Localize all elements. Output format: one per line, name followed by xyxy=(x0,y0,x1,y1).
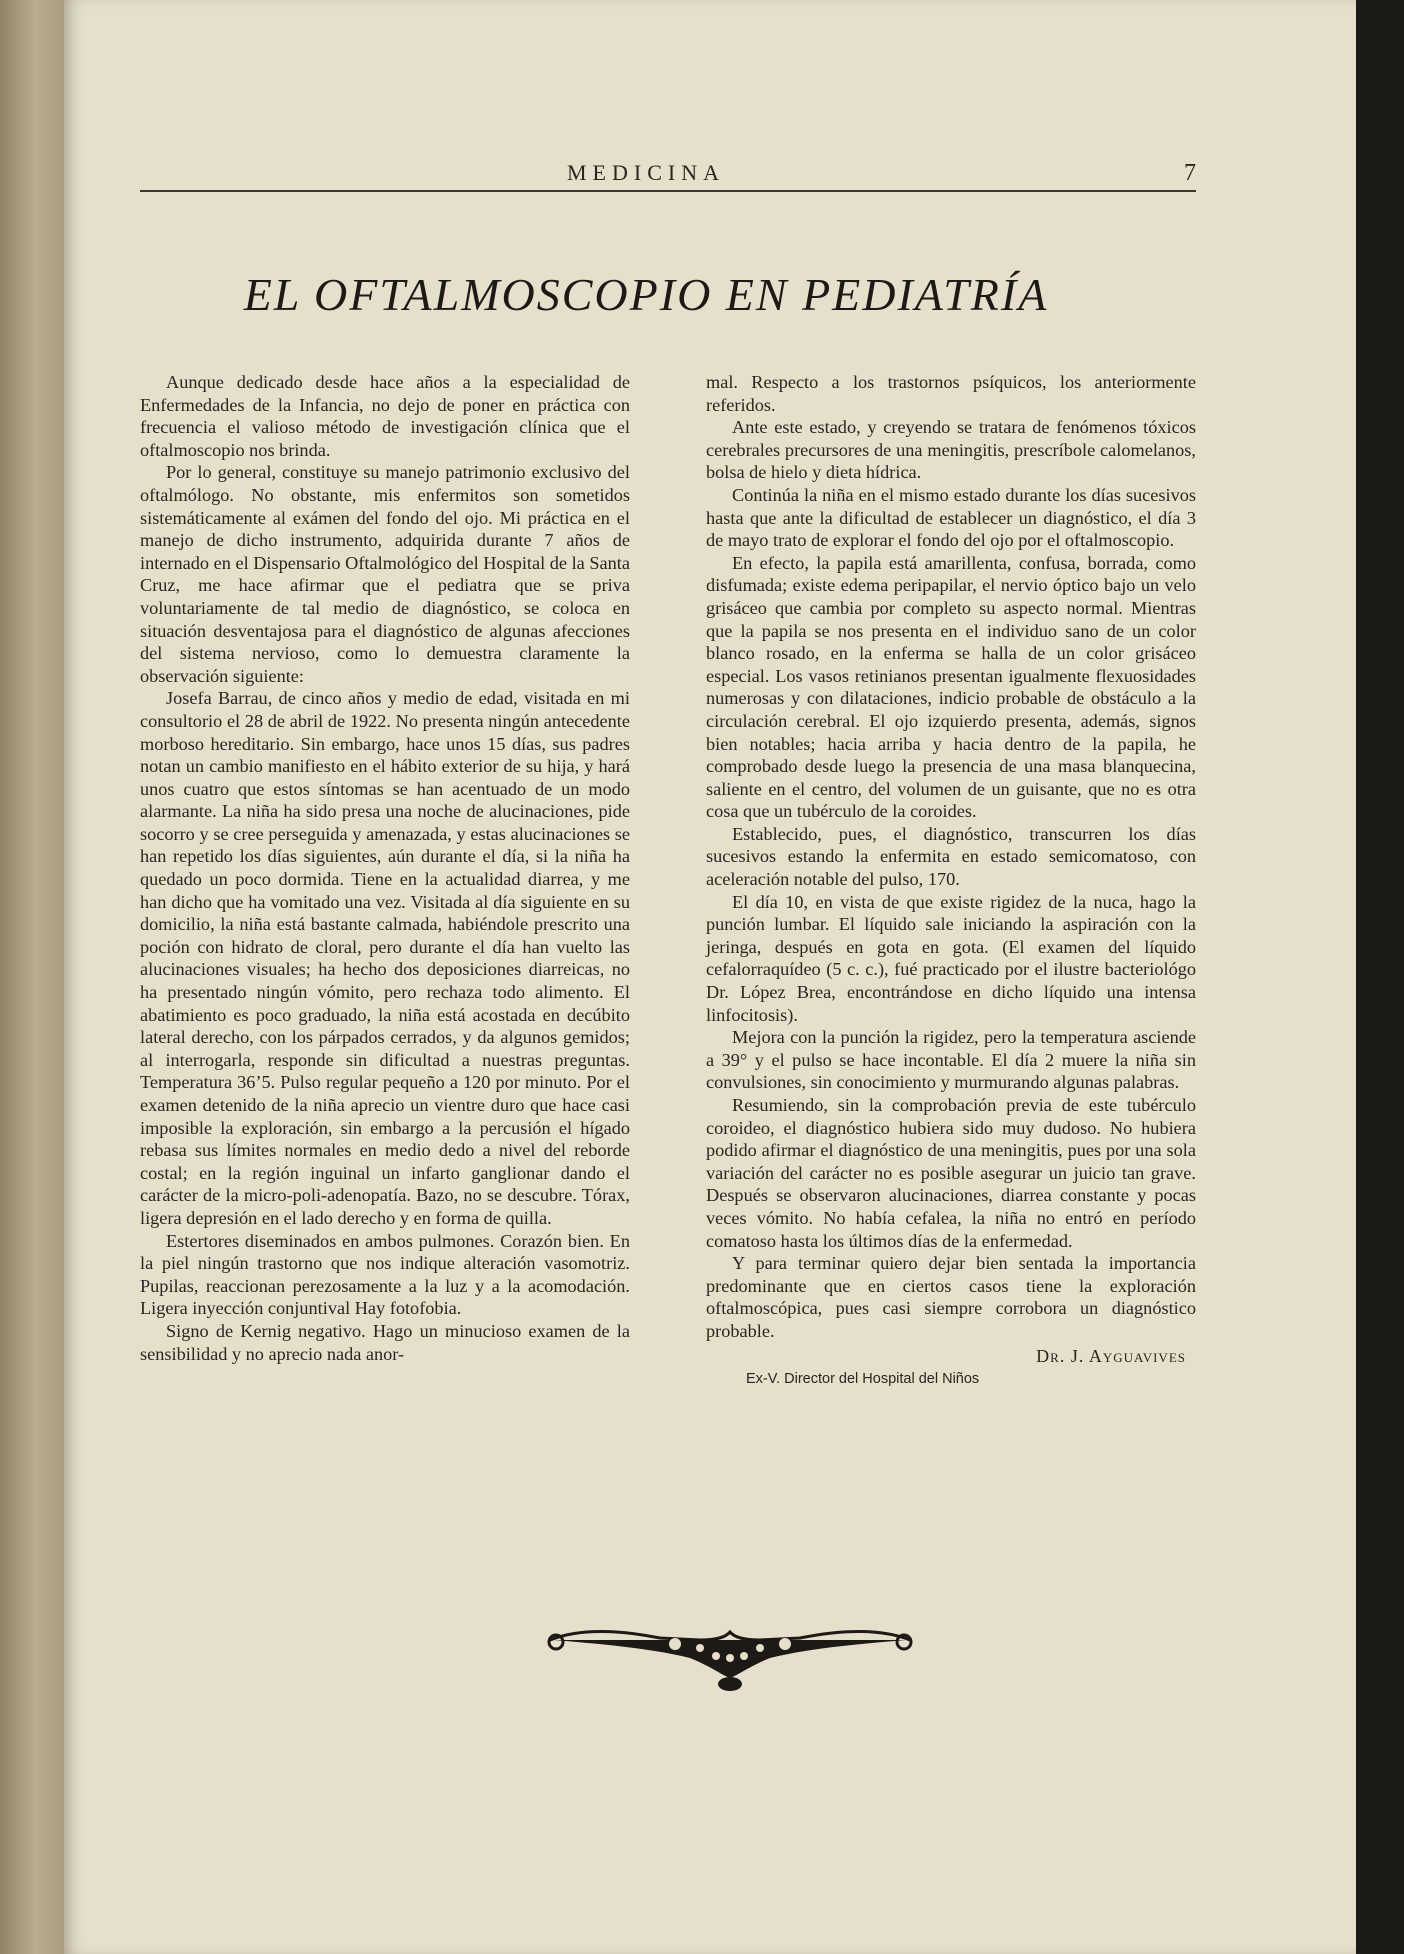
paragraph: Resumiendo, sin la comprobación previa de este tubérculo coroideo, el diagnóstico hubiera sido muy dudoso. No hubiera podido afirmar el diagnóstico de una meningitis, pues por una sola variación del carácter no es posible asegurar un juicio tan grave. Después se observaron alucinaciones, diarrea constante y pocas veces vómito. No había cefalea, la niña no entró en período comatoso hasta los últimos días de la enfermedad. xyxy=(706,1095,1196,1251)
page-number: 7 xyxy=(1184,160,1196,186)
paragraph: Estertores diseminados en ambos pulmones. Corazón bien. En la piel ningún trastorno que nos indique alteración vasomotriz. Pupilas, reaccionan perezosamente a la luz y a la acomodación. Ligera inyección conjuntival Hay fotofobia. xyxy=(140,1230,630,1319)
paragraph: Signo de Kernig negativo. Hago un minucioso examen de la sensibilidad y no aprecio nada anor- xyxy=(140,1320,630,1364)
paragraph: Mejora con la punción la rigidez, pero la temperatura asciende a 39° y el pulso se hace incontable. El día 2 muere la niña sin convulsiones, sin conocimiento y murmurando algunas palabras. xyxy=(706,1027,1196,1093)
running-head: MEDICINA xyxy=(567,160,725,185)
page-header xyxy=(96,160,1196,194)
author-signature: Dr. J. Ayguavives xyxy=(1036,1345,1186,1366)
article-title: EL OFTALMOSCOPIO EN PEDIATRÍA xyxy=(243,269,1049,320)
paragraph: Josefa Barrau, de cinco años y medio de edad, visitada en mi consultorio el 28 de abril de 1922. No presenta ningún antecedente morboso hereditario. Sin embargo, hace unos 15 días, sus padres notan un cambio manifiesto en el hábito exterior de su hija, y hará unos cuatro que estos síntomas se han acentuado de un modo alarmante. La niña ha sido presa una noche de alucinaciones, pide socorro y se cree perseguida y amenazada, y estas alucinaciones se han repetido los días siguientes, aún durante el día, si la niña ha quedado un poco dormida. Tiene en la actualidad diarrea, y me han dicho que ha vomitado una vez. Visitada al día siguiente en su domicilio, la niña está bastante calmada, habiéndole prescrito una poción con hidrato de cloral, pero durante el día han vuelto las alucinaciones visuales; ha hecho dos deposiciones diarreicas, no ha presentado ningún vómito, pero rechaza todo alimento. El abatimiento es poco graduado, la niña está acostada en decúbito lateral derecho, con los párpados cerrados, y da algunos gemidos; al interrogarla, responde sin dificultad a nuestras preguntas. Temperatura 36’5. Pulso regular pequeño a 120 por minuto. Por el examen detenido de la niña aprecio un vientre duro que hace casi imposible la exploración, sin embargo a la percusión el hígado rebasa sus límites normales en medio dedo a nivel del reborde costal; en la región inguinal un infarto ganglionar dando el carácter de la micro-poli-adenopatía. Bazo, no se descubre. Tórax, ligera depresión en el lado derecho y en forma de quilla. xyxy=(140,688,630,1228)
paragraph: Y para terminar quiero dejar bien sentada la importancia predominante que en ciertos casos tiene la exploración oftalmoscópica, pues casi siempre corrobora un diagnóstico probable. xyxy=(706,1253,1196,1341)
paragraph: Por lo general, constituye su manejo patrimonio exclusivo del oftalmólogo. No obstante, mis enfermitos son sometidos sistemáticamente al exámen del fondo del ojo. Mi práctica en el manejo de dicho instrumento, adquirida durante 7 años de internado en el Dispensario Oftalmológico del Hospital de la Santa Cruz, me hace afirmar que el pediatra que se priva voluntariamente de tal medio de diagnóstico, se coloca en situación desventajosa para el diagnóstico de algunas afecciones del sistema nervioso, como lo demuestra claramente la observación siguiente: xyxy=(140,462,630,686)
paragraph: En efecto, la papila está amarillenta, confusa, borrada, como disfumada; existe edema peripapilar, el nervio óptico bajo un velo grisáceo que cambia por completo su aspecto normal. Mientras que la papila se nos presenta en el individuo sano de un color blanco rosado, en la enferma se halla de un color grisáceo especial. Los vasos retinianos presentan igualmente flexuosidades numerosas y con dilataciones, indicio probable de obstáculo a la circulación cerebral. El ojo izquierdo presenta, además, signos bien notables; hacia arriba y hacia dentro de la papila, he comprobado desde luego la presencia de una masa blanquecina, saliente en el centro, del volumen de un guisante, que no es otra cosa que un tubérculo de la coroides. xyxy=(706,552,1196,822)
paragraph: El día 10, en vista de que existe rigidez de la nuca, hago la punción lumbar. El líquido sale iniciando la aspiración con la jeringa, después en gota en gota. (El examen del líquido cefalorraquídeo (5 c. c.), fué practicado por el ilustre bacteriológo Dr. López Brea, encontrándose en dicho líquido una intensa linfocitosis). xyxy=(706,891,1196,1025)
paragraph: mal. Respecto a los trastornos psíquicos, los anteriormente referidos. xyxy=(706,372,1196,415)
paragraph: Aunque dedicado desde hace años a la especialidad de Enfermedades de la Infancia, no dejo de poner en práctica con frecuencia el valioso método de investigación clínica que el oftalmoscopio nos brinda. xyxy=(140,372,630,460)
facing-page-edge xyxy=(0,0,64,1954)
header-rule xyxy=(140,190,1196,192)
paragraph: Ante este estado, y creyendo se tratara de fenómenos tóxicos cerebrales precursores de una meningitis, prescríbole calomelanos, bolsa de hielo y dieta hídrica. xyxy=(706,417,1196,483)
author-affiliation: Ex-V. Director del Hospital del Niños xyxy=(746,1371,980,1388)
paragraph: Establecido, pues, el diagnóstico, transcurren los días sucesivos estando la enfermita en estado semicomatoso, con aceleración notable del pulso, 170. xyxy=(706,823,1196,890)
ornamental-vignette-icon xyxy=(540,1618,920,1698)
paragraph: Continúa la niña en el mismo estado durante los días sucesivos hasta que ante la dificultad de establecer un diagnóstico, el día 3 de mayo trato de explorar el fondo del ojo por el oftalmoscopio. xyxy=(706,484,1196,551)
left-column xyxy=(140,371,630,1365)
right-column xyxy=(706,371,1196,1391)
